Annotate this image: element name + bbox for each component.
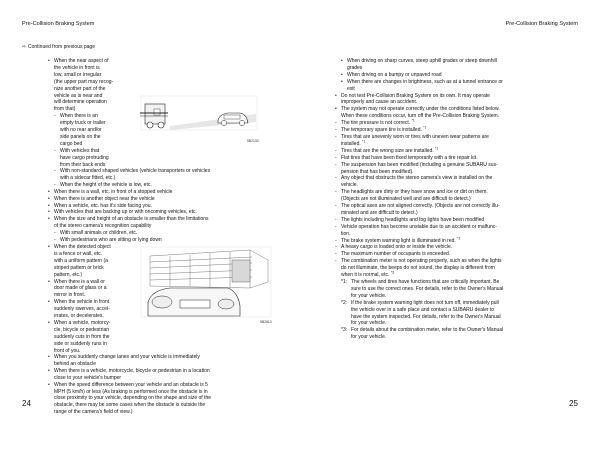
left-column-top: • When the near aspect of the vehicle in front is low, small or irregular (the upper part may recog- nize another part of the vehicle as is near and will determine operation from that) - When there is an empty truck or trailer with no rear and/or side panels on the cargo bed - With vehicles that have cargo protruding from their back ends [48, 58, 133, 169]
left-column-bottom: • When you suddenly change lanes and your vehicle is immediately behind an obstacle • When there is a vehicle, motorcycle, bicycle or pedestrian in a location close to your vehicle's bumper • When the speed difference between your vehicle and an obstacle is 5 MPH (5 km/h) or less (As braking is performed once the obstacle is in close proximity to your vehicle, depending on the shape and size of the obstacle, there may be some cases when the obstacle is outside the range of the camera's field of view.) [48, 354, 273, 416]
left-column-middle: - With non-standard shaped vehicles (vehicle transporters or vehicles with a sidecar fitted, etc.) - When the height of the vehicle is low, etc. • When there is a wall, etc. in front of a stopped vehicle • When there is another object near the vehicle • When a vehicle, etc. has it's side facing you. • With vehicles that are backing up or with oncoming vehicles, etc. • When the size and height of an obstacle is smaller than the limitations of the stereo camera's recognition capability - With small animals or children, etc. - With pedestrians who are sitting or lying down [48, 168, 273, 244]
right-page-number: 25 [569, 399, 578, 408]
figure-id-2: 5B2813 [260, 320, 272, 324]
continued-note: ⇨ Continued from previous page [22, 44, 95, 50]
figure-id-1: 5B2133 [247, 139, 259, 143]
brick-wall-car-illustration [140, 246, 272, 318]
left-running-header: Pre-Collision Braking System [22, 21, 95, 27]
truck-cargo-illustration [140, 92, 258, 136]
footnotes: *1: The wheels and tires have functions that are critically important. Be sure to use the correct ones. For details, refer to the Owner's Manual for your vehicle. *2: If the brake system warning light does not turn off, immediately pull the vehicle over in a safe place and contact a SUBARU dealer to have the system inspected. For details, refer to the Owner's Manual for your vehicle. *3: For details about the combination meter, refer to the Owner's Manual for your vehicle. [341, 279, 504, 341]
continued-arrow-icon: ⇨ [22, 44, 27, 50]
right-running-header: Pre-Collision Braking System [505, 21, 578, 27]
right-column: • When driving on sharp curves, steep uphill grades or steep downhill grades • When driving on a bumpy or unpaved road • When there are changes in brightness, such as at a tunnel entrance or exit • Do not test Pre-Collision Braking System on its own. It may operate improperly and cause an accident. • The system may not operate correctly under the conditions listed below. When these conditions occur, turn off the Pre-Collision Braking System. - The tire pressure is not correct. $^{*1}$ - The temporary spare tire is installed. $^{*1}$ - Tires that are unevenly worn or tires with uneven wear patterns are installed. $^{*1}$ - Tires that are the wrong size are installed. $^{*1}$ - Flat tires that have been fixed temporarily with a tire repair kit. - The suspension has been modified (including a genuine SUBARU sus- pension that has been modified). - Any object that obstructs the stereo camera's view is installed on the vehicle. - The headlights are dirty or they have snow and ice or dirt on them. (Objects are not illuminated well and are difficult to detect.) - The optical axes are not aligned correctly. (Objects are not correctly illu- minated and are difficult to detect.) - The lights including headlights and fog lights have been modified - Vehicle operation has become unstable due to an accident or malfunc- tion. - The brake system warning light is illuminated in red. $^{*2}$ - A heavy cargo is loaded onto or inside the vehicle. - The maximum number of occupants is exceeded. - The combination meter is not operating properly, such as when the lights do not illuminate, the beeps do not sound, the display is different from when it is normal, etc. $^{*3}$ *1: The wheels and tires have functions that are critically important. Be sure to use the correct ones. For details, refer to the Owner's Manual for your vehicle. *2: If the brake system warning light does not turn off, immediately pull the vehicle over in a safe place and contact a SUBARU dealer to have the system inspected. For details, refer to the Owner's Manual for your vehicle. *3: For details about the combination meter, refer to the Owner's Manual for your vehicle. [335, 58, 580, 341]
left-column-lower: • When the detected object is a fence or wall, etc. with a uniform pattern (a striped pattern or brick pattern, etc.) • When there is a wall or door made of glass or a mirror in front. • When the vehicle in front suddenly swerves, accel- erates, or decelerates. • When a vehicle, motorcy- cle, bicycle or pedestrian suddenly cuts in from the side or suddenly runs in front of you. [48, 244, 128, 355]
left-page-number: 24 [22, 399, 31, 408]
